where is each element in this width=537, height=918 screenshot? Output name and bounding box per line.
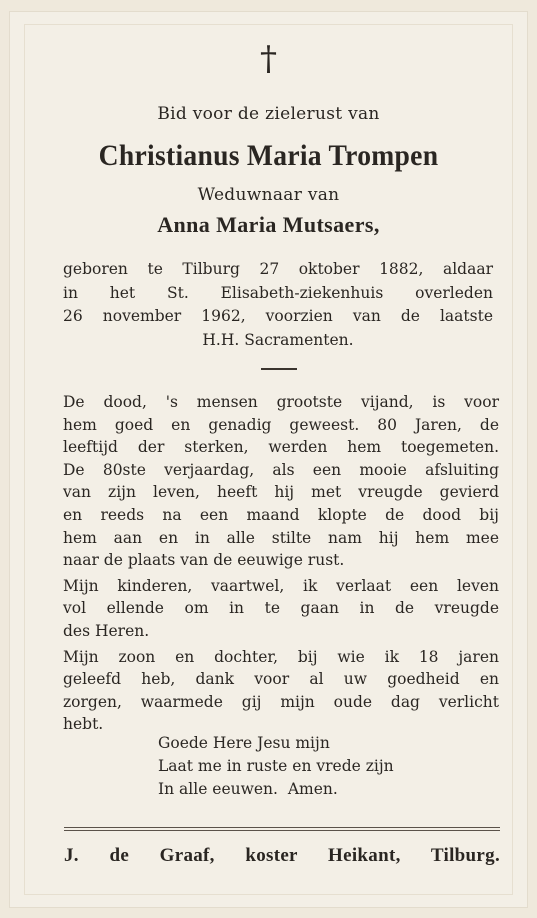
deceased-name: Christianus Maria Trompen — [98, 139, 439, 172]
memorial-text — [63, 391, 499, 739]
closing-verse — [158, 732, 394, 801]
birth-death-details — [63, 258, 493, 352]
verse-line: Laat me in ruste en vrede zijn — [158, 757, 394, 775]
prayer-line: Bid voor de zielerust van — [157, 104, 380, 124]
verse-line: Goede Here Jesu mijn — [158, 734, 330, 752]
text-line: De 80ste verjaardag, als een mooie afsluiting — [63, 460, 499, 479]
memorial-card — [10, 12, 527, 907]
text-line: des Heren. — [63, 621, 150, 640]
detail-line: geboren te Tilburg 27 oktober 1882, aldaar — [63, 260, 493, 278]
paragraph-3 — [63, 646, 499, 736]
text-line: zorgen, waarmede gij mijn oude dag verlicht — [63, 692, 499, 711]
detail-line: 26 november 1962, voorzien van de laatste — [63, 307, 493, 325]
text-line: Mijn zoon en dochter, bij wie ik 18 jaren — [63, 647, 499, 666]
divider — [261, 368, 297, 370]
footer-rule-top — [64, 827, 500, 828]
detail-line: in het St. Elisabeth-ziekenhuis overleden — [63, 283, 493, 302]
text-line: geleefd heb, dank voor al uw goedheid en — [63, 670, 499, 689]
paragraph-2 — [63, 575, 499, 643]
text-line: naar de plaats van de eeuwige rust. — [63, 551, 345, 570]
text-line: hem aan en in alle stilte nam hij hem mee — [63, 528, 499, 547]
text-line: vol ellende om in te gaan in de vreugde — [63, 599, 499, 618]
text-line: leeftijd der sterken, werden hem toegemeten. — [63, 438, 499, 457]
text-line: hem goed en genadig geweest. 80 Jaren, de — [63, 415, 499, 434]
text-line: van zijn leven, heeft hij met vreugde gevierd — [63, 483, 499, 502]
text-line: hebt. — [63, 715, 104, 734]
paragraph-1 — [63, 391, 499, 572]
text-line: Mijn kinderen, vaartwel, ik verlaat een leven — [63, 576, 499, 595]
text-line: De dood, 's mensen grootste vijand, is voor — [63, 393, 499, 411]
printer-credit: J. de Graaf, koster Heikant, Tilburg. — [64, 845, 500, 866]
widower-line: Weduwnaar van — [197, 185, 340, 205]
verse-line: In alle eeuwen. Amen. — [158, 780, 338, 798]
spouse-name: Anna Maria Mutsaers, — [157, 212, 380, 237]
detail-line: H.H. Sacramenten. — [202, 330, 354, 349]
footer-rule-bottom — [64, 830, 500, 831]
text-line: en reeds na een maand klopte de dood bij — [63, 505, 499, 524]
cross-icon: † — [260, 39, 277, 79]
